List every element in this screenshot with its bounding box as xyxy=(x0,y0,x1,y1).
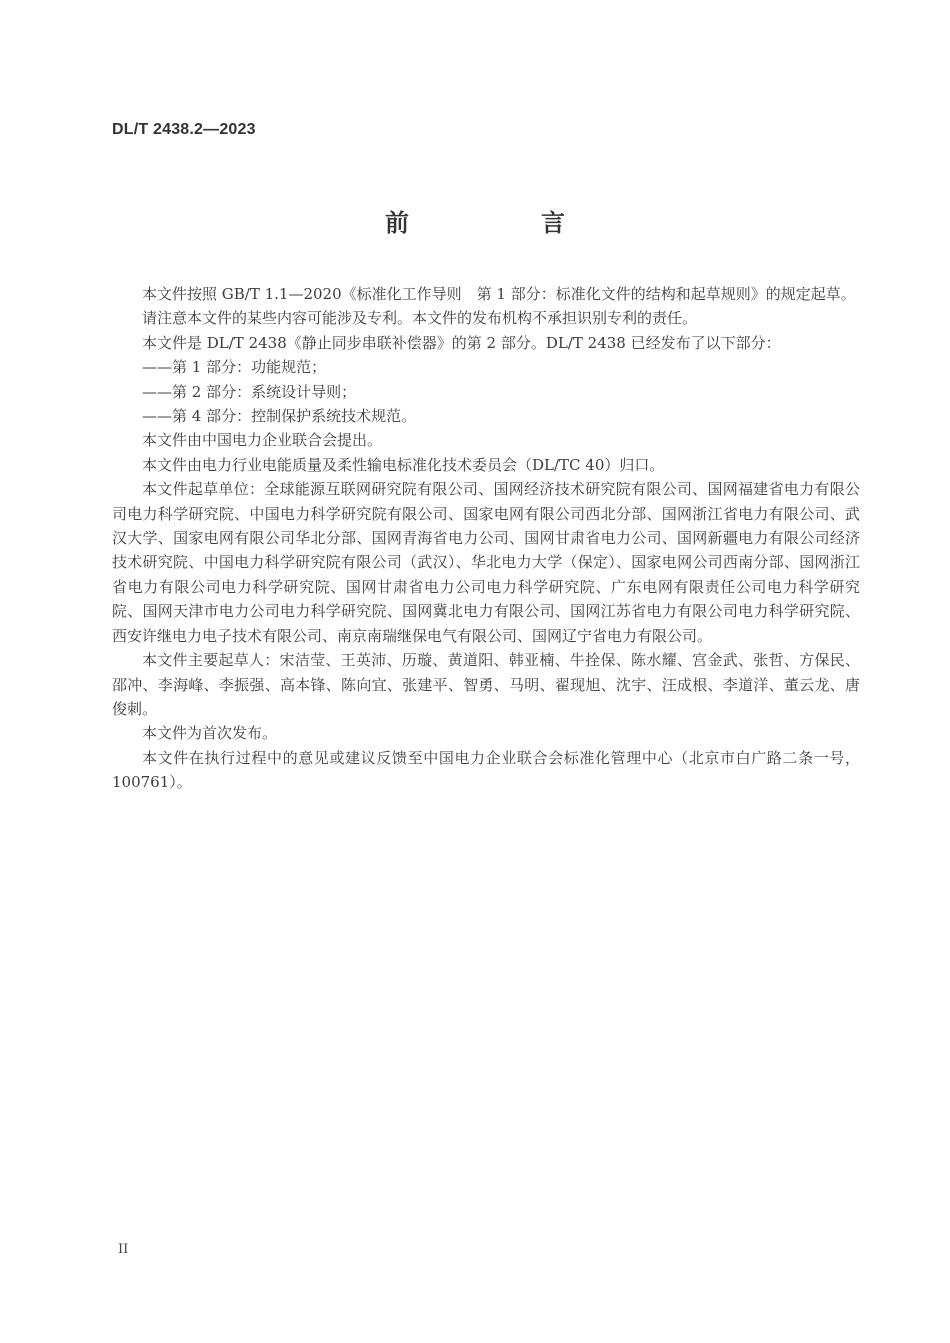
document-code: DL/T 2438.2—2023 xyxy=(112,121,256,138)
paragraph-patent-notice: 请注意本文件的某些内容可能涉及专利。本文件的发布机构不承担识别专利的责任。 xyxy=(142,309,698,328)
paragraph-committee: 本文件由电力行业电能质量及柔性输电标准化技术委员会（DL/TC 40）归口。 xyxy=(142,455,665,474)
paragraph-first-release: 本文件为首次发布。 xyxy=(142,724,278,743)
paragraph-drafters: 本文件主要起草人：宋洁莹、王英沛、历璇、黄道阳、韩亚楠、牛拴保、陈水耀、宫金武、张哲、方保民、邵冲、李海峰、李振强、高本锋、陈向宜、张建平、智勇、马明、翟现旭、沈宇、汪成根、李道洋、董云龙、唐俊刺。 xyxy=(112,651,860,718)
paragraph-proposer: 本文件由中国电力企业联合会提出。 xyxy=(142,431,383,450)
page-number: II xyxy=(118,1242,129,1257)
list-item-part-4: ——第 4 部分：控制保护系统技术规范。 xyxy=(142,407,417,426)
paragraph-drafting-basis: 本文件按照 GB/T 1.1—2020《标准化工作导则 第 1 部分：标准化文件的结构和起草规则》的规定起草。 xyxy=(142,285,856,303)
foreword-body xyxy=(112,282,860,795)
list-item-part-1: ——第 1 部分：功能规范； xyxy=(142,358,327,377)
paragraph-drafting-units: 本文件起草单位：全球能源互联网研究院有限公司、国网经济技术研究院有限公司、国网福建省电力有限公司电力科学研究院、中国电力科学研究院有限公司、国家电网有限公司西北分部、国网浙江省电力有限公司、武汉大学、国家电网有限公司华北分部、国网青海省电力公司、国网甘肃省电力公司、国网新疆电力有限公司经济技术研究院、中国电力科学研究院有限公司（武汉）、华北电力大学（保定）、国家电网公司西南分部、国网浙江省电力有限公司电力科学研究院、国网甘肃省电力公司电力科学研究院、广东电网有限责任公司电力科学研究院、国网天津市电力公司电力科学研究院、国网冀北电力有限公司、国网江苏省电力有限公司电力科学研究院、西安许继电力电子技术有限公司、南京南瑞继保电气有限公司、国网辽宁省电力有限公司。 xyxy=(112,480,860,645)
paragraph-series-intro: 本文件是 DL/T 2438《静止同步串联补偿器》的第 2 部分。DL/T 2438 已经发布了以下部分： xyxy=(142,333,781,352)
page-title: 前 言 xyxy=(385,209,619,237)
list-item-part-2: ——第 2 部分：系统设计导则； xyxy=(142,382,357,401)
paragraph-feedback: 本文件在执行过程中的意见或建议反馈至中国电力企业联合会标准化管理中心（北京市白广路二条一号，100761）。 xyxy=(112,748,860,792)
